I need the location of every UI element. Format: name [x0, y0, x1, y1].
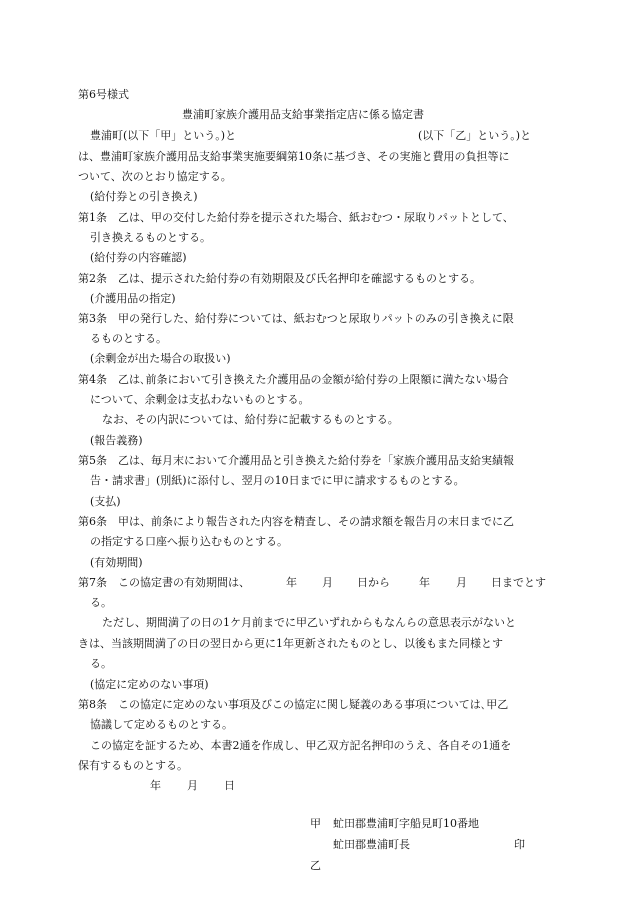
seal-mark: 印 [514, 838, 525, 851]
article-1-line: 引き換えるものとする。 [90, 231, 211, 244]
article-4-line: について、余剰金は支払わないものとする。 [90, 393, 310, 406]
article-5-line: 告・請求書」(別紙)に添付し、翌月の10日までに甲に請求するものとする。 [90, 474, 465, 487]
date-year: 年 [419, 576, 430, 589]
preamble-line-1b: (以下「乙」という。)と [418, 129, 532, 142]
party-a-label: 甲 [310, 817, 321, 830]
date-year: 年 [286, 576, 297, 589]
party-a-name: 虻田郡豊浦町長 [333, 838, 410, 851]
closing-date-month: 月 [187, 779, 198, 792]
date-day-from: 日から [357, 576, 390, 589]
article-5-line: 第5条 乙は、毎月末において介護用品と引き換えた給付券を「家族介護用品支給実績報 [78, 454, 514, 467]
article-6-caption: (支払) [90, 495, 121, 508]
date-month: 月 [456, 576, 467, 589]
party-a-address: 虻田郡豊浦町字船見町10番地 [333, 817, 479, 830]
article-7-line: る。 [90, 657, 112, 670]
article-2-caption: (給付券の内容確認) [90, 251, 187, 264]
article-7-caption: (有効期間) [90, 556, 143, 569]
article-7-line: ただし、期間満了の日の1ケ月前までに甲乙いずれからもなんらの意思表示がないと [102, 616, 516, 629]
closing-date-day: 日 [224, 779, 235, 792]
closing-line: この協定を証するため、本書2通を作成し、甲乙双方記名押印のうえ、各自その1通を [90, 739, 512, 752]
article-3-caption: (介護用品の指定) [90, 292, 176, 305]
article-7-line: る。 [90, 596, 112, 609]
article-7-line: きは、当該期間満了の日の翌日から更に1年更新されたものとし、以後もまた同様とす [78, 637, 503, 650]
article-2-line: 第2条 乙は、提示された給付券の有効期限及び氏名押印を確認するものとする。 [78, 272, 481, 285]
preamble-line-3: ついて、次のとおり協定する。 [78, 170, 232, 183]
closing-date-year: 年 [150, 779, 161, 792]
date-month: 月 [322, 576, 333, 589]
article-8-caption: (協定に定めのない事項) [90, 678, 209, 691]
preamble-line-2: は、豊浦町家族介護用品支給事業実施要綱第10条に基づき、その実施と費用の負担等に [78, 150, 510, 163]
date-day-until: 日までとす [491, 576, 546, 589]
article-6-line: 第6条 甲は、前条により報告された内容を精査し、その請求額を報告月の末日までに乙 [78, 515, 514, 528]
article-4-line: なお、その内訳については、給付券に記載するものとする。 [102, 413, 399, 426]
article-4-line: 第4条 乙は､前条において引き換えた介護用品の金額が給付券の上限額に満たない場合 [78, 373, 509, 386]
article-1-line: 第1条 乙は、甲の交付した給付券を提示された場合、紙おむつ・尿取りパットとして、 [78, 211, 514, 224]
article-1-caption: (給付券との引き換え) [90, 190, 198, 203]
article-3-line: るものとする。 [90, 332, 167, 345]
article-5-caption: (報告義務) [90, 434, 143, 447]
form-number: 第6号様式 [78, 88, 129, 101]
article-6-line: の指定する口座へ振り込むものとする。 [90, 535, 288, 548]
article-7-line: 第7条 この協定書の有効期間は、 [78, 576, 250, 589]
article-3-line: 第3条 甲の発行した、給付券については、紙おむつと尿取りパットのみの引き換えに限 [78, 312, 514, 325]
document-title: 豊浦町家族介護用品支給事業指定店に係る協定書 [182, 108, 424, 121]
article-8-line: 第8条 この協定に定めのない事項及びこの協定に関し疑義のある事項については､甲乙 [78, 698, 509, 711]
article-8-line: 協議して定めるものとする。 [90, 718, 233, 731]
party-b-label: 乙 [310, 859, 321, 872]
closing-line: 保有するものとする。 [78, 759, 188, 772]
preamble-line-1a: 豊浦町(以下「甲」という。)と [90, 129, 237, 142]
article-4-caption: (余剰金が出た場合の取扱い) [90, 352, 231, 365]
